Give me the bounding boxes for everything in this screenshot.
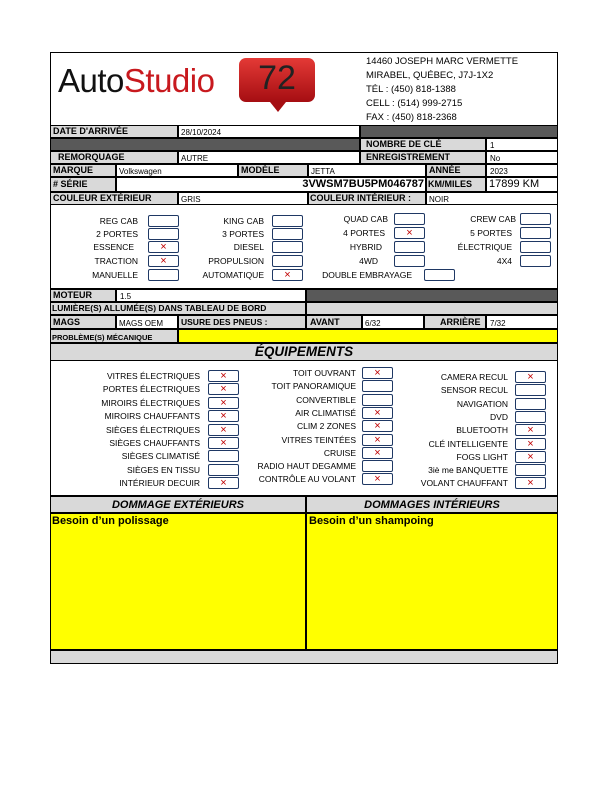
equipment-label: TOIT OUVRANT: [293, 368, 356, 378]
option-propulsion-label: PROPULSION: [208, 256, 264, 266]
equipment-label: MIROIRS CHAUFFANTS: [104, 411, 200, 422]
dark-band: [306, 289, 558, 302]
date-value: 28/10/2024: [181, 128, 222, 137]
option-5-doors-label: 5 PORTES: [470, 228, 512, 238]
option-king-cab-label: KING CAB: [223, 216, 264, 226]
footer-band: [50, 650, 558, 664]
year-label: ANNÉE: [429, 165, 461, 175]
mechanical-label: PROBLÈME(S) MÉCANIQUE: [52, 333, 153, 342]
equipment-label: AIR CLIMATISÉ: [295, 407, 356, 418]
check-x-icon: ×: [374, 406, 381, 419]
equipment-label: SENSOR RECUL: [440, 385, 508, 396]
equipment-checkbox[interactable]: [515, 464, 546, 476]
option-crew-cab-checkbox[interactable]: [520, 213, 551, 225]
keys-value-cell[interactable]: [486, 138, 558, 151]
option-diesel-checkbox[interactable]: [272, 241, 303, 253]
dark-band: [360, 125, 558, 138]
model-label: MODÈLE: [241, 165, 280, 175]
option-quad-cab-label: QUAD CAB: [343, 214, 388, 224]
tire-wear-label: USURE DES PNEUS :: [181, 317, 268, 327]
registration-value: No: [490, 154, 501, 163]
serial-value: 3VWSM7BU5PM046787: [302, 178, 424, 190]
equipment-label: RADIO HAUT DEGAMME: [257, 461, 356, 472]
option-reg-cab-checkbox[interactable]: [148, 215, 179, 227]
check-x-icon: ×: [284, 269, 291, 281]
equipment-label: PORTES ÉLECTRIQUES: [102, 384, 200, 395]
equipment-checkbox[interactable]: [515, 384, 546, 396]
option-4wd-checkbox[interactable]: [394, 255, 425, 267]
check-x-icon: ×: [374, 367, 381, 379]
km-label: KM/MILES: [428, 179, 472, 189]
year-value: 2023: [490, 167, 508, 176]
check-x-icon: ×: [527, 437, 534, 450]
equipment-label: INTÉRIEUR DECUIR: [119, 478, 200, 489]
equipment-checkbox[interactable]: [515, 451, 546, 463]
equipment-title: ÉQUIPEMENTS: [254, 344, 354, 359]
option-manual-label: MANUELLE: [92, 270, 138, 280]
address-line1: 14460 JOSEPH MARC VERMETTE: [366, 56, 519, 67]
check-x-icon: ×: [374, 433, 381, 446]
interior-damage-field[interactable]: [306, 513, 558, 650]
equipment-label: NAVIGATION: [456, 398, 508, 409]
option-2-doors-checkbox[interactable]: [148, 228, 179, 240]
check-x-icon: ×: [527, 450, 534, 463]
logo-bubble: 72: [239, 58, 315, 102]
option-traction-label: TRACTION: [94, 256, 138, 266]
option-4x4-label: 4X4: [496, 256, 512, 266]
mechanical-value-cell[interactable]: [178, 329, 558, 343]
equipment-label: CONTRÔLE AU VOLANT: [258, 474, 356, 485]
option-4-doors-label: 4 PORTES: [343, 228, 385, 238]
front-label: AVANT: [310, 317, 340, 327]
option-king-cab-checkbox[interactable]: [272, 215, 303, 227]
option-hybrid-checkbox[interactable]: [394, 241, 425, 253]
option-gasoline-checkbox[interactable]: [148, 241, 179, 253]
check-x-icon: ×: [220, 423, 227, 436]
option-5-doors-checkbox[interactable]: [520, 227, 551, 239]
equipment-checkbox[interactable]: [515, 438, 546, 450]
make-value: Volkswagen: [119, 167, 162, 176]
exterior-damage-text: Besoin d’un polissage: [52, 515, 169, 527]
serial-label: # SÉRIE: [53, 179, 88, 189]
equipment-checkbox[interactable]: [515, 424, 546, 436]
option-4x4-checkbox[interactable]: [520, 255, 551, 267]
dark-band: [50, 138, 360, 151]
option-quad-cab-checkbox[interactable]: [394, 213, 425, 225]
rear-value: 7/32: [490, 319, 506, 328]
make-label: MARQUE: [53, 165, 93, 175]
check-x-icon: ×: [527, 477, 534, 490]
interior-damage-text: Besoin d’un shampoing: [309, 515, 434, 527]
check-x-icon: ×: [374, 446, 381, 459]
option-electric-checkbox[interactable]: [520, 241, 551, 253]
check-x-icon: ×: [527, 424, 534, 437]
tel: TÉL : (450) 818-1388: [366, 84, 456, 95]
equipment-label: SIÈGES EN TISSU: [126, 464, 200, 475]
check-x-icon: ×: [220, 410, 227, 423]
motor-label: MOTEUR: [53, 290, 92, 300]
option-double-clutch-label: DOUBLE EMBRAYAGE: [322, 270, 412, 280]
equipment-label: SIÈGES CLIMATISÉ: [121, 451, 200, 462]
front-value: 6/32: [365, 319, 381, 328]
logo-wordmark: AutoStudio: [58, 62, 215, 99]
lights-value-cell[interactable]: [306, 302, 558, 315]
option-2-doors-label: 2 PORTES: [96, 229, 138, 239]
check-x-icon: ×: [374, 473, 381, 486]
autostudio-logo: [58, 58, 358, 120]
check-x-icon: ×: [527, 371, 534, 383]
exterior-damage-title: DOMMAGE EXTÉRIEURS: [111, 499, 244, 511]
equipment-label: FOGS LIGHT: [456, 451, 508, 462]
option-hybrid-label: HYBRID: [349, 242, 382, 252]
equipment-label: VOLANT CHAUFFANT: [420, 478, 508, 489]
equipment-checkbox[interactable]: [515, 371, 546, 383]
option-electric-label: ÉLECTRIQUE: [457, 242, 512, 252]
equipment-label: VITRES TEINTÉES: [281, 434, 356, 445]
option-3-doors-label: 3 PORTES: [222, 229, 264, 239]
option-reg-cab-label: REG CAB: [99, 216, 138, 226]
option-double-clutch-checkbox[interactable]: [424, 269, 455, 281]
equipment-label: DVD: [490, 411, 508, 422]
check-x-icon: ×: [220, 437, 227, 449]
option-4wd-label: 4WD: [359, 256, 378, 266]
km-value: 17899 KM: [489, 178, 540, 190]
check-x-icon: ×: [220, 396, 227, 409]
interior-damage-title: DOMMAGES INTÉRIEURS: [364, 499, 500, 511]
equipment-checkbox[interactable]: [515, 477, 546, 489]
exterior-damage-field[interactable]: [50, 513, 306, 650]
rear-label: ARRIÈRE: [440, 317, 481, 327]
address-line2: MIRABEL, QUÉBEC, J7J-1X2: [366, 70, 494, 81]
fax: FAX : (450) 818-2368: [366, 112, 457, 123]
option-traction-checkbox[interactable]: [148, 255, 179, 267]
logo-bubble-tail: [270, 102, 286, 112]
date-label: DATE D'ARRIVÉE: [53, 126, 128, 136]
mags-label: MAGS: [53, 317, 80, 327]
motor-value-cell[interactable]: [116, 289, 306, 302]
option-automatic-label: AUTOMATIQUE: [202, 270, 264, 280]
equipment-label: CLÉ INTELLIGENTE: [428, 438, 508, 449]
tow-label: REMORQUAGE: [58, 152, 125, 162]
check-x-icon: ×: [374, 420, 381, 433]
option-manual-checkbox[interactable]: [148, 269, 179, 281]
equipment-label: SIÈGES ÉLECTRIQUES: [106, 424, 200, 435]
equipment-label: CAMERA RECUL: [440, 372, 508, 382]
ext-color-value: GRIS: [181, 195, 201, 204]
check-x-icon: ×: [220, 383, 227, 396]
check-x-icon: ×: [220, 477, 227, 490]
equipment-label: CONVERTIBLE: [296, 394, 356, 405]
check-x-icon: ×: [160, 255, 167, 267]
equipment-checkbox[interactable]: [515, 411, 546, 423]
option-4-doors-checkbox[interactable]: [394, 227, 425, 239]
model-value: JETTA: [311, 167, 335, 176]
registration-label: ENREGISTREMENT: [366, 152, 451, 162]
equipment-label: CRUISE: [323, 447, 356, 458]
check-x-icon: ×: [220, 370, 227, 382]
ext-color-label: COULEUR EXTÉRIEUR: [53, 193, 152, 203]
check-x-icon: ×: [160, 241, 167, 253]
keys-value: 1: [490, 141, 495, 150]
int-color-value: NOIR: [429, 195, 449, 204]
tow-value: AUTRE: [181, 154, 209, 163]
equipment-label: VITRES ÉLECTRIQUES: [106, 371, 200, 381]
equipment-label: TOIT PANORAMIQUE: [271, 381, 356, 392]
option-diesel-label: DIESEL: [233, 242, 264, 252]
mags-value: MAGS OEM: [119, 319, 164, 328]
option-3-doors-checkbox[interactable]: [272, 228, 303, 240]
equipment-label: CLIM 2 ZONES: [296, 421, 356, 432]
option-propulsion-checkbox[interactable]: [272, 255, 303, 267]
option-crew-cab-label: CREW CAB: [470, 214, 516, 224]
equipment-label: BLUETOOTH: [456, 425, 508, 436]
lights-label: LUMIÈRE(S) ALLUMÉE(S) DANS TABLEAU DE BORD: [52, 303, 267, 313]
check-x-icon: ×: [406, 227, 413, 239]
int-color-label: COULEUR INTÉRIEUR :: [310, 193, 411, 203]
equipment-label: SIÈGES CHAUFFANTS: [109, 438, 200, 448]
option-automatic-checkbox[interactable]: [272, 269, 303, 281]
keys-label: NOMBRE DE CLÉ: [366, 139, 442, 149]
motor-value: 1.5: [120, 292, 132, 301]
equipment-label: MIROIRS ÉLECTRIQUES: [101, 397, 200, 408]
equipment-label: 3iè me BANQUETTE: [428, 465, 508, 476]
option-gasoline-label: ESSENCE: [93, 242, 134, 252]
cell: CELL : (514) 999-2715: [366, 98, 463, 109]
equipment-checkbox[interactable]: [515, 398, 546, 410]
